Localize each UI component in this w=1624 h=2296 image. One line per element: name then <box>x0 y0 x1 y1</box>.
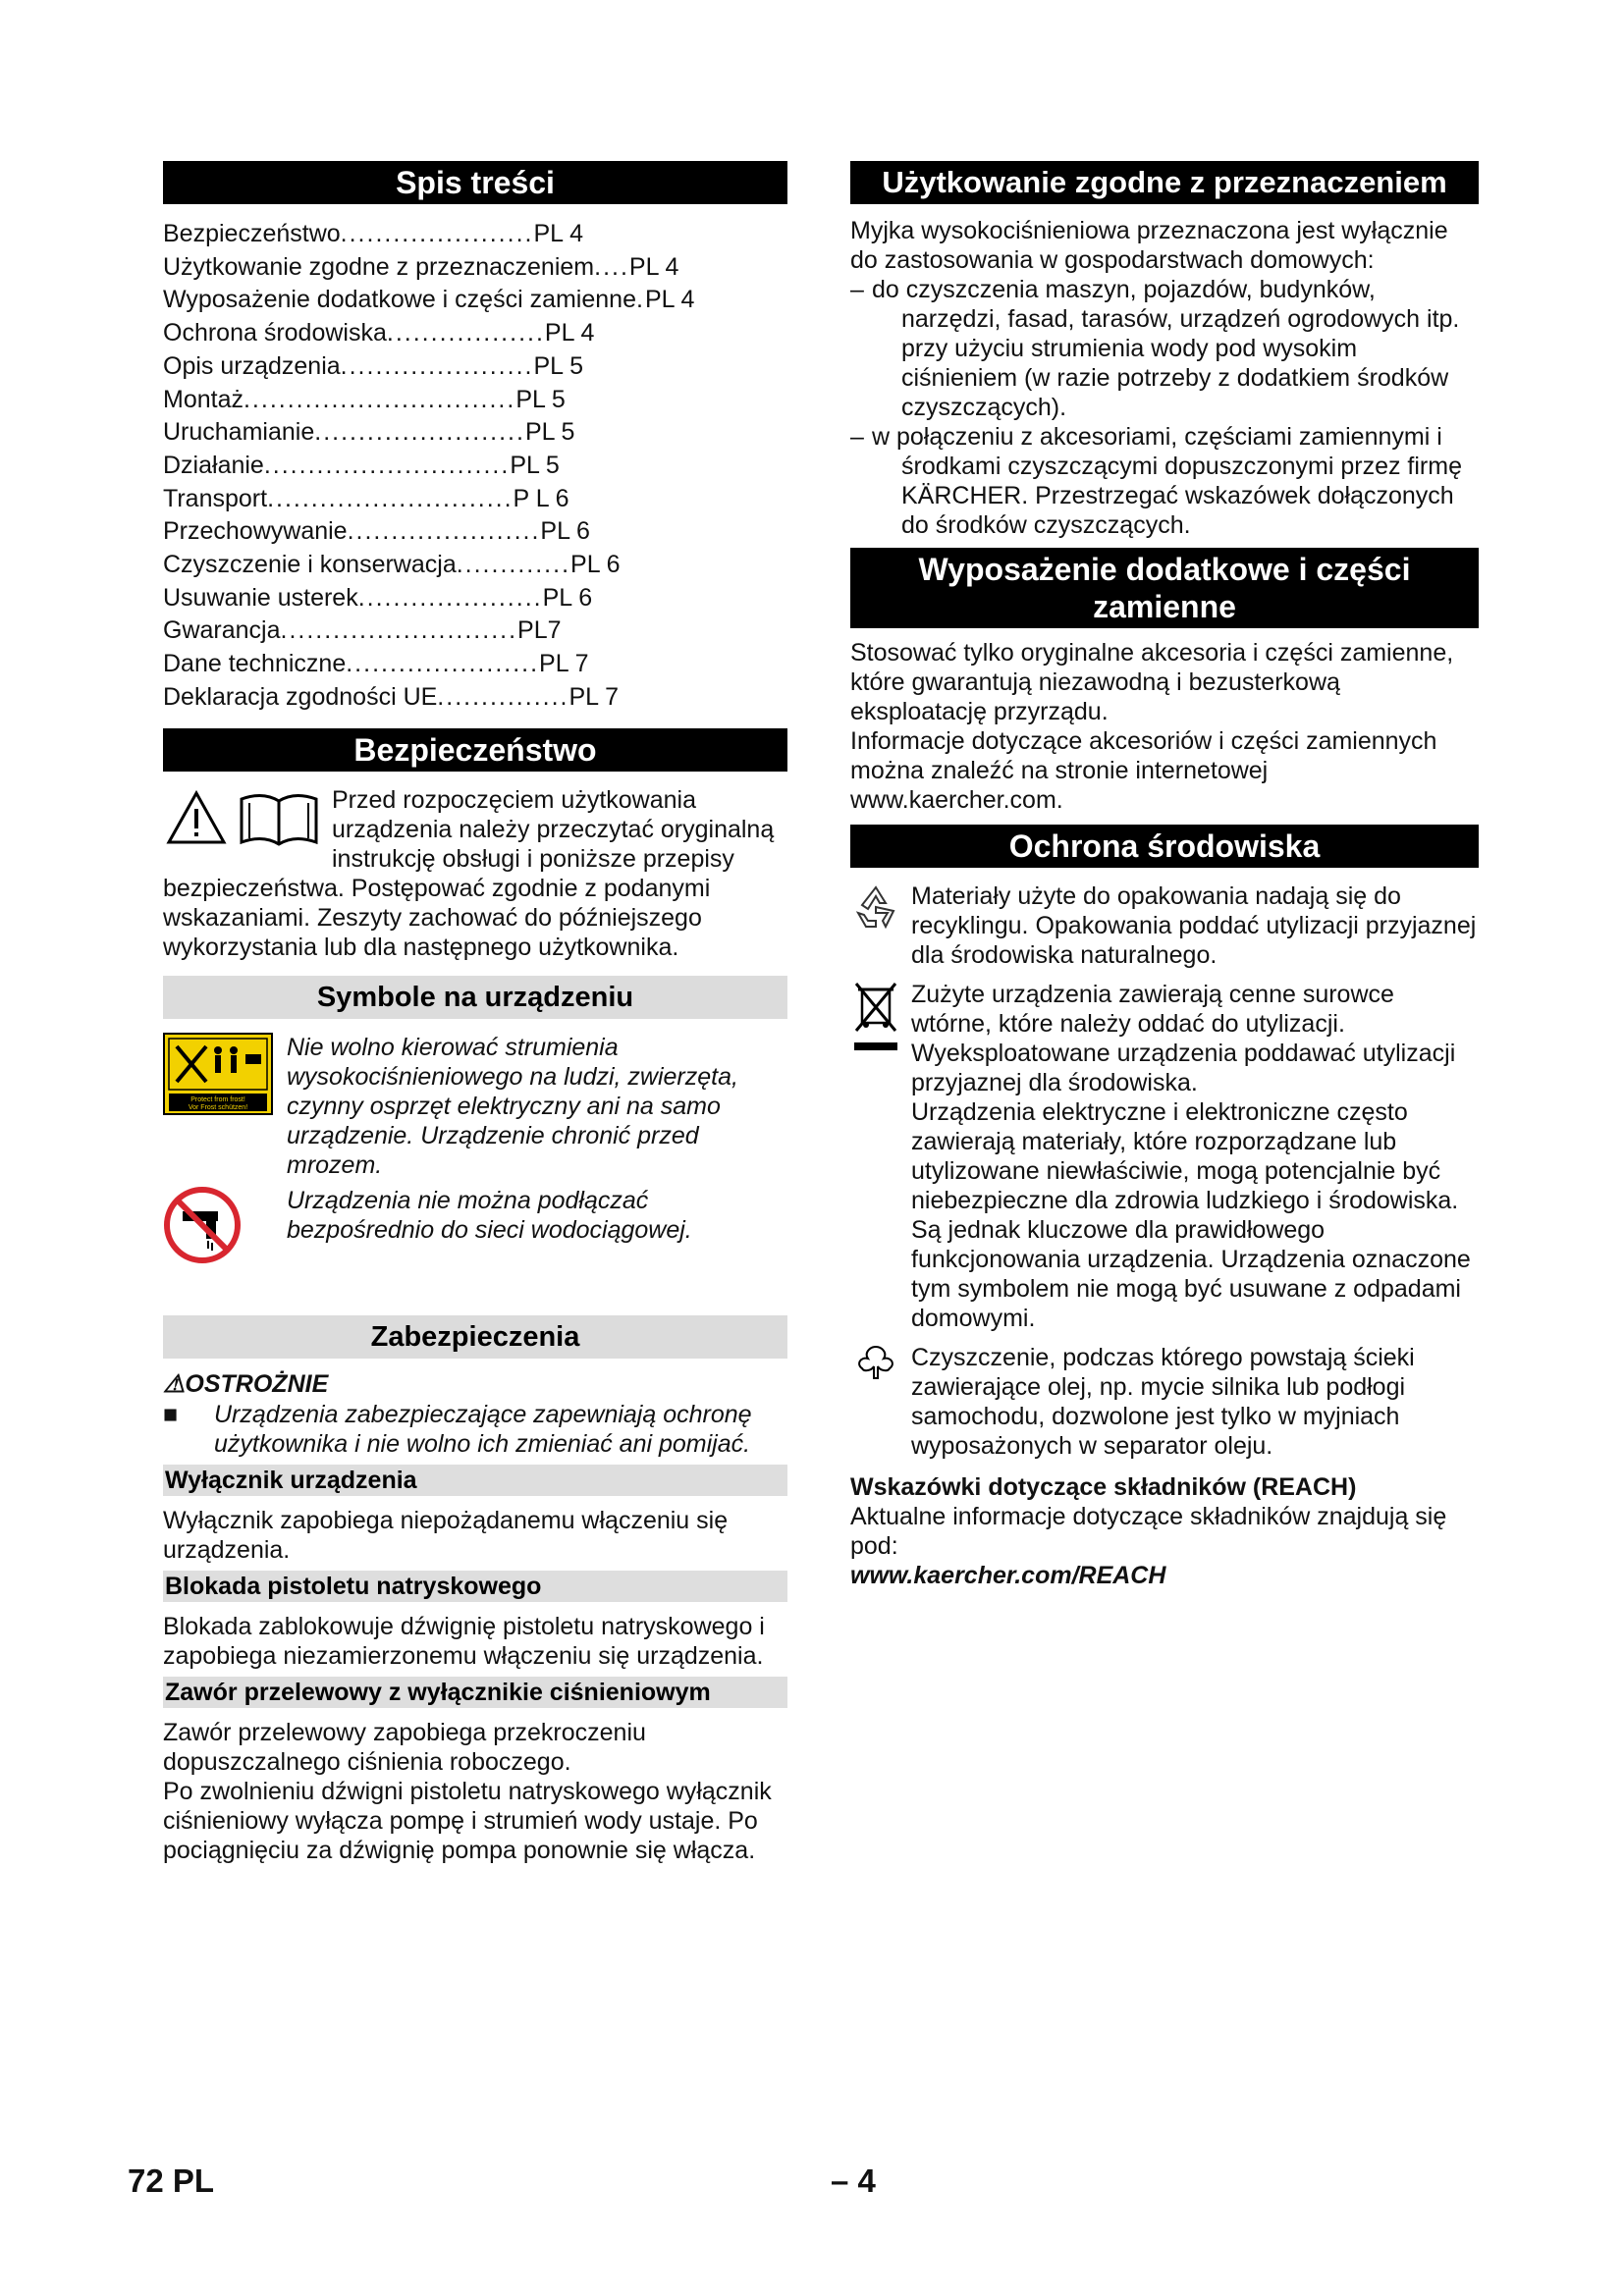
toc-dots: ............... <box>437 682 569 711</box>
valve-text-1: Zawór przelewowy zapobiega przekroczeniu dopuszczalnego ciśnienia roboczego. <box>163 1718 646 1776</box>
toc-dots: ..................... <box>357 583 543 612</box>
env-weee-text-1: Zużyte urządzenia zawierają cenne surowce wtórne, które należy oddać do utylizacji. Wyeksploatowane urządzenia poddawać utylizacji przyjaznej dla środowiska. <box>911 981 1456 1096</box>
symbol-item-water <box>163 1186 787 1264</box>
env-weee-texts <box>911 980 1479 1333</box>
env-oil-text: Czyszczenie, podczas którego powstają ścieki zawierające olej, np. mycie silnika lub podłogi samochodu, dozwolone jest tylko w myjniach wyposażonych w separator oleju. <box>911 1344 1415 1460</box>
toc-page: PL 6 <box>570 551 621 579</box>
valve-text-2: Po zwolnieniu dźwigni pistoletu natryskowego wyłącznik ciśnieniowy wyłącza pompę i strumień wody ustaje. Po pociągnięciu za dźwignię pompa ponownie się włącza. <box>163 1777 772 1864</box>
toc-page: PL7 <box>517 616 562 645</box>
symbol-jet-text: Nie wolno kierować strumienia wysokociśnieniowego na ludzi, zwierzęta, czynny osprzęt elektryczny ani na samo urządzenie. Urządzenie chronić przed mrozem. <box>287 1033 738 1179</box>
toc-dots: . <box>635 286 645 314</box>
caution-bullet <box>163 1400 787 1459</box>
toc-title: Ochrona środowiska <box>163 319 387 347</box>
safety-intro-block <box>163 785 787 962</box>
toc-row[interactable] <box>163 384 787 417</box>
toc-row[interactable] <box>163 251 787 285</box>
intended-use-heading: Użytkowanie zgodne z przeznaczeniem <box>850 161 1479 204</box>
toc-row[interactable] <box>163 416 787 450</box>
reach-text: Aktualne informacje dotyczące składników znajdują się pod: <box>850 1503 1447 1560</box>
toc-dots: ...................... <box>346 650 540 678</box>
toc-page: PL 7 <box>568 682 619 711</box>
bullet-square-icon: ■ <box>163 1400 179 1428</box>
toc-title: Wyposażenie dodatkowe i części zamienne <box>163 286 636 314</box>
intended-use-dash-1: – do czyszczenia maszyn, pojazdów, budynków, narzędzi, fasad, tarasów, urządzeń ogrodowych itp. przy użyciu strumienia wody pod wysokim ciśnieniem (w razie potrzeby z dodatkiem środków czyszczących). <box>850 276 1460 421</box>
toc-dots: ...................... <box>340 351 534 380</box>
toc-dots: ........................... <box>280 616 518 645</box>
toc-page: PL 6 <box>542 583 593 612</box>
no-direct-water-connection-icon <box>163 1186 273 1264</box>
frost-label-de: Vor Frost schützen! <box>188 1103 248 1111</box>
toc-page: PL 4 <box>544 319 595 347</box>
toc-row[interactable] <box>163 317 787 350</box>
toc-dots: ............. <box>456 551 571 579</box>
toc-page: PL 4 <box>533 220 583 247</box>
toc-title: Użytkowanie zgodne z przeznaczeniem <box>163 252 595 281</box>
switch-title: Wyłącznik urządzenia <box>163 1465 787 1496</box>
protection-heading: Zabezpieczenia <box>163 1315 787 1359</box>
toc-row[interactable] <box>163 681 787 715</box>
toc-row[interactable] <box>163 218 787 251</box>
toc-title: Przechowywanie <box>163 517 348 546</box>
toc-row[interactable] <box>163 549 787 582</box>
toc-row[interactable] <box>163 582 787 615</box>
accessories-text-2: Informacje dotyczące akcesoriów i części zamiennych można znaleźć na stronie internetowej www.kaercher.com. <box>850 727 1437 814</box>
toc-title: Montaż <box>163 385 244 413</box>
no-jet-frost-icon <box>163 1033 273 1115</box>
environment-heading: Ochrona środowiska <box>850 825 1479 868</box>
toc-title: Transport <box>163 484 268 512</box>
toc-heading: Spis treści <box>163 161 787 204</box>
valve-title: Zawór przelewowy z wyłącznikie ciśnieniowym <box>163 1677 787 1708</box>
toc-page: PL 5 <box>510 451 560 479</box>
accessories-text-1: Stosować tylko oryginalne akcesoria i części zamienne, które gwarantują niezawodną i bezusterkową eksploatację przyrządu. <box>850 639 1454 725</box>
toc-page: P L 6 <box>513 484 569 512</box>
right-column <box>850 161 1479 1590</box>
caution-label: ⚠OSTROŻNIE <box>163 1369 329 1398</box>
toc-title: Działanie <box>163 451 264 479</box>
toc-dots: ...................... <box>347 517 541 546</box>
toc-row[interactable] <box>163 350 787 384</box>
toc-title: Gwarancja <box>163 616 281 645</box>
accessories-heading: Wyposażenie dodatkowe i części zamienne <box>850 548 1479 628</box>
toc-dots: ........................ <box>314 418 525 447</box>
oil-separator-icon <box>850 1343 901 1382</box>
toc-title: Uruchamianie <box>163 418 315 447</box>
toc-row[interactable] <box>163 284 787 317</box>
toc-title: Usuwanie usterek <box>163 583 358 612</box>
toc-page: PL 5 <box>533 351 583 380</box>
recycling-icon <box>850 881 901 933</box>
footer-page-lang: 72 PL <box>128 2163 215 2199</box>
switch-text: Wyłącznik zapobiega niepożądanemu włączeniu się urządzenia. <box>163 1506 729 1564</box>
toc-page: PL 5 <box>515 385 566 413</box>
intended-use-dash-2: – w połączeniu z akcesoriami, częściami zamiennymi i środkami czyszczącymi dopuszczonymi przez firmę KÄRCHER. Przestrzegać wskazówek dołączonych do środków czyszczących. <box>850 423 1462 539</box>
left-column <box>163 161 787 1865</box>
caution-bullet-text: Urządzenia zabezpieczające zapewniają ochronę użytkownika i nie wolno ich zmieniać ani pomijać. <box>214 1400 752 1458</box>
lock-title: Blokada pistoletu natryskowego <box>163 1571 787 1602</box>
toc-title: Deklaracja zgodności UE <box>163 682 438 711</box>
toc-row[interactable] <box>163 450 787 483</box>
toc-dots: ............................ <box>263 451 511 479</box>
table-of-contents <box>163 218 787 715</box>
env-weee-item <box>850 980 1479 1333</box>
toc-row[interactable] <box>163 614 787 648</box>
toc-dots: ............................ <box>267 484 514 512</box>
toc-dots: ...................... <box>340 220 534 247</box>
reach-title: Wskazówki dotyczące składników (REACH) <box>850 1473 1357 1501</box>
env-recycle-text: Materiały użyte do opakowania nadają się do recyklingu. Opakowania poddać utylizacji przyjaznej dla środowiska naturalnego. <box>911 882 1477 969</box>
symbol-water-text: Urządzenia nie można podłączać bezpośrednio do sieci wodociągowej. <box>287 1186 692 1244</box>
toc-row[interactable] <box>163 483 787 516</box>
toc-page: PL 7 <box>539 650 589 678</box>
toc-page: PL 5 <box>524 418 575 447</box>
env-weee-text-2: Urządzenia elektryczne i elektroniczne często zawierają materiały, które rozporządzane lub utylizowane niewłaściwie, mogą potencjalnie być niebezpieczne dla zdrowia ludzkiego i środowiska. Są jednak kluczowe dla prawidłowego funkcjonowania urządzenia. Urządzenia oznaczone tym symbolem nie mogą być usuwane z odpadami domowymi. <box>911 1098 1471 1332</box>
intended-use-intro: Myjka wysokociśnieniowa przeznaczona jest wyłącznie do zastosowania w gospodarstwach domowych: <box>850 217 1448 274</box>
symbol-item-jet <box>163 1033 787 1180</box>
toc-title: Opis urządzenia <box>163 351 341 380</box>
toc-title: Czyszczenie i konserwacja <box>163 551 457 579</box>
safety-heading: Bezpieczeństwo <box>163 728 787 772</box>
safety-intro-text: Przed rozpoczęciem użytkowania urządzenia należy przeczytać oryginalną instrukcję obsługi i poniższe przepisy bezpieczeństwa. Postępować zgodnie z podanymi wskazaniami. Zeszyty zachować do późniejszego wykorzystania lub dla następnego użytkownika. <box>163 785 775 961</box>
toc-page: PL 4 <box>644 286 695 314</box>
toc-page: PL 4 <box>628 252 679 281</box>
warning-manual-icon <box>165 789 320 846</box>
toc-title: Bezpieczeństwo <box>163 220 341 247</box>
toc-dots: ............................... <box>243 385 516 413</box>
env-oil-item <box>850 1343 1479 1461</box>
toc-dots: .................. <box>386 319 545 347</box>
symbols-heading: Symbole na urządzeniu <box>163 976 787 1019</box>
footer-page-number: – 4 <box>831 2163 876 2199</box>
toc-page: PL 6 <box>540 517 590 546</box>
toc-dots: .... <box>594 252 629 281</box>
crossed-bin-icon <box>850 980 901 1058</box>
toc-title: Dane techniczne <box>163 650 347 678</box>
env-recycle-item <box>850 881 1479 970</box>
reach-link[interactable]: www.kaercher.com/REACH <box>850 1562 1166 1589</box>
toc-row[interactable] <box>163 648 787 681</box>
frost-label-en: Protect from frost! <box>190 1095 245 1103</box>
lock-text: Blokada zablokowuje dźwignię pistoletu natryskowego i zapobiega niezamierzonemu włączeniu się urządzenia. <box>163 1612 765 1670</box>
toc-row[interactable] <box>163 515 787 549</box>
